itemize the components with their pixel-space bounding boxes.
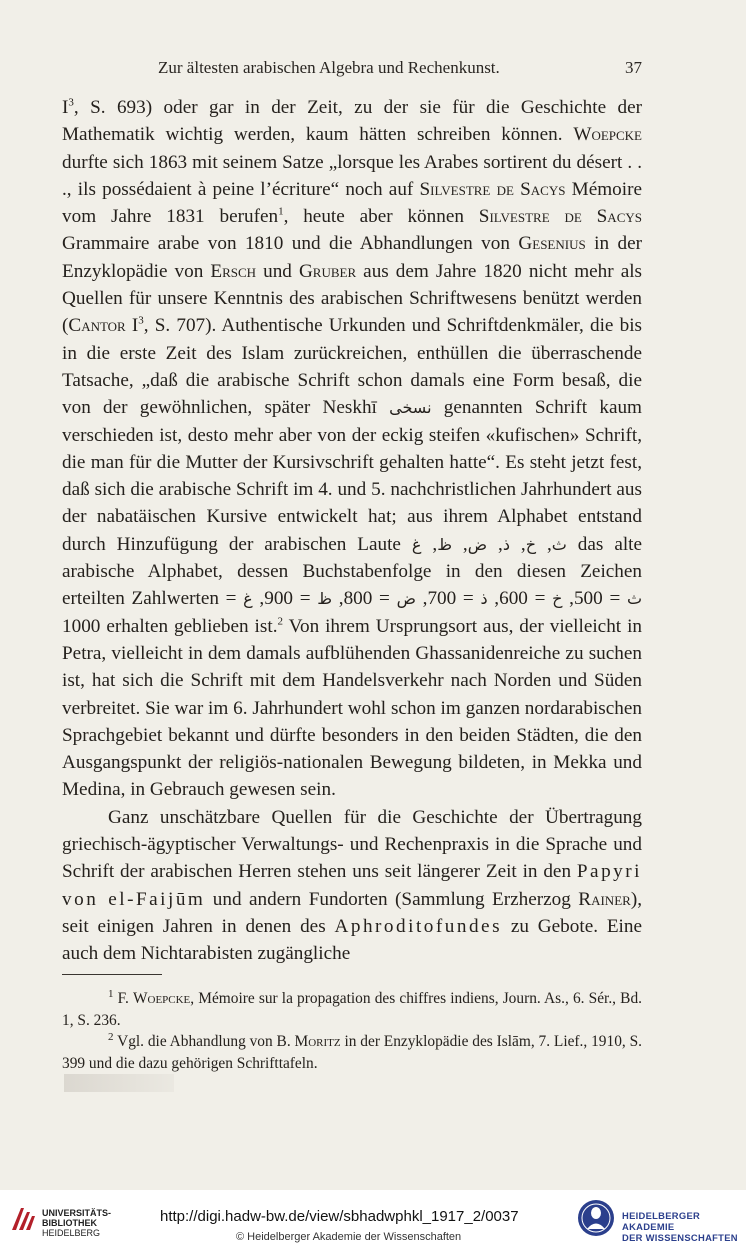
spaced-term: Papyri von el-Faijūm — [62, 861, 642, 910]
spaced-term: Aphroditofundes — [334, 915, 503, 937]
author-name: Gesenius — [518, 233, 586, 255]
author-name: Gruber — [298, 260, 357, 282]
arabic-word: نسخى — [389, 398, 432, 418]
footnote-2: $^2$ Vgl. die Abhandlung von B. Moritz in der Enzyklopädie des Islām, 7. Lief., 1910, S. 399 und die dazu gehörigen Schrifttafeln. — [62, 1030, 643, 1072]
footnote-1: $^1$ F. Woepcke, Mémoire sur la propagation des chiffres indiens, Journ. As., 6. Sér., Bd. 1, S. 236. — [62, 987, 642, 1029]
arabic-letter: ث — [626, 589, 643, 609]
viewer-footer — [0, 1190, 746, 1250]
copyright-notice: © Heidelberger Akademie der Wissenschaften — [236, 1231, 462, 1243]
paragraph-1: $I^3$, S. 693) oder gar in der Zeit, zu der sie für die Geschichte der Mathematik wichtig werden, kaum hätten schreiben können. Woepcke durfte sich 1863 mit seinem Satze „lorsque les Arabes sortirent du désert . . ., ils possédaient à peine l’écriture“ noch auf Silvestre de Sacys Mémoire vom Jahre 1831 berufen$^1$, heute aber können Silvestre de Sacys Grammaire arabe von 1810 und die Abhandlungen von Gesenius in der Enzyklopädie von Ersch und Gruber aus dem Jahre 1820 nicht mehr als Quellen für unsere Kenntnis des arabischen Schriftwesens benützt werden (Cantor $I^3$, S. 707). Authentische Urkunden und Schriftdenkmäler, die bis in die erste Zeit des Islam zurückreichen, enthüllen die überraschende Tatsache, „daß die arabische Schrift schon damals eine Form besaß, die von der gewöhnlichen, später Neskhī نسخى genannten Schrift kaum verschieden ist, desto mehr aber von der eckig steifen «kufischen» Schrift, die man für die Mutter der Kursivschrift gehalten hatte“. Es steht jetzt fest, daß sich die arabische Schrift im 4. und 5. nachchristlichen Jahrhundert aus der nabatäischen Kursive entwickelt hat; aus ihrem Alphabet entstand durch Hinzufügung der arabischen Laute ث, خ, ذ, ض, ظ, غ das alte arabische Alphabet, dessen Buchstabenfolge in den diesen Zeichen erteilten Zahlwerten ث = 500, خ = 600, ذ = 700, ض = 800, ظ = 900, غ = 1000 erhalten geblieben ist.$^2$ Von ihrem Ursprungsort aus, der vielleicht in Petra, vielleicht in dem damals aufblühenden Ghassanidenreiche zu suchen ist, hat sich die Schrift mit dem Handelsverkehr nach Norden und Süden verbreitet. Sie war im 6. Jahrhundert wohl schon im ganzen nordarabischen Sprachgebiet bekannt und dürfte besonders in den beiden Städten, die den Ausgangspunkt der religiös-nationalen Bewegung bildeten, in Mekka und Medina, in Gebrauch gewesen sein. — [62, 96, 643, 801]
arabic-letter: ث — [551, 534, 567, 554]
arabic-letter: ذ — [502, 534, 510, 554]
scan-smudge — [64, 1074, 174, 1092]
arabic-letter: ذ — [480, 589, 488, 609]
author-name: Ersch — [210, 260, 257, 282]
academy-name: HEIDELBERGER AKADEMIE DER WISSENSCHAFTEN — [622, 1210, 738, 1243]
arabic-letter: ظ — [317, 589, 333, 609]
academy-seal-icon[interactable] — [576, 1198, 616, 1238]
paragraph-2: Ganz unschätzbare Quellen für die Geschichte der Übertragung griechisch-ägyptischer Verwaltungs- und Rechenpraxis in die Sprache und Schrift der arabischen Herren stehen uns seit längerer Zeit in den Papyri von el-Faijūm und andern Fundorten (Sammlung Erzherzog Rainer), seit einigen Jahren in denen des Aphroditofundes zu Gebote. Eine auch dem Nichtarabisten zugängliche — [62, 806, 642, 965]
arabic-letter: خ — [525, 534, 537, 554]
author-name: Cantor — [68, 315, 126, 337]
author-name: Silvestre de Sacys — [419, 178, 566, 200]
arabic-letter: ض — [396, 589, 416, 609]
running-title: Zur ältesten arabischen Algebra und Rechenkunst. — [158, 58, 500, 77]
author-name: Woepcke — [573, 124, 642, 146]
university-library-logo-icon[interactable] — [8, 1204, 38, 1234]
library-name: UNIVERSITÄTS- BIBLIOTHEK HEIDELBERG — [42, 1208, 112, 1238]
body-text — [62, 94, 642, 968]
footnotes — [62, 988, 642, 1074]
footnote-ref: 2 — [277, 615, 283, 628]
arabic-letter: خ — [552, 589, 563, 609]
arabic-letter: غ — [411, 534, 422, 554]
author-name: Silvestre de Sacys — [478, 206, 642, 228]
page-number: 37 — [625, 58, 642, 77]
arabic-letter: ظ — [437, 534, 452, 554]
footnote-ref: 1 — [278, 205, 284, 218]
arabic-letter: غ — [243, 589, 253, 609]
arabic-letter: ض — [467, 534, 488, 554]
footnote-rule — [62, 974, 162, 975]
author-name: Rainer — [578, 888, 631, 910]
permalink-url[interactable]: http://digi.hadw-bw.de/view/sbhadwphkl_1917_2/0037 — [160, 1208, 519, 1225]
